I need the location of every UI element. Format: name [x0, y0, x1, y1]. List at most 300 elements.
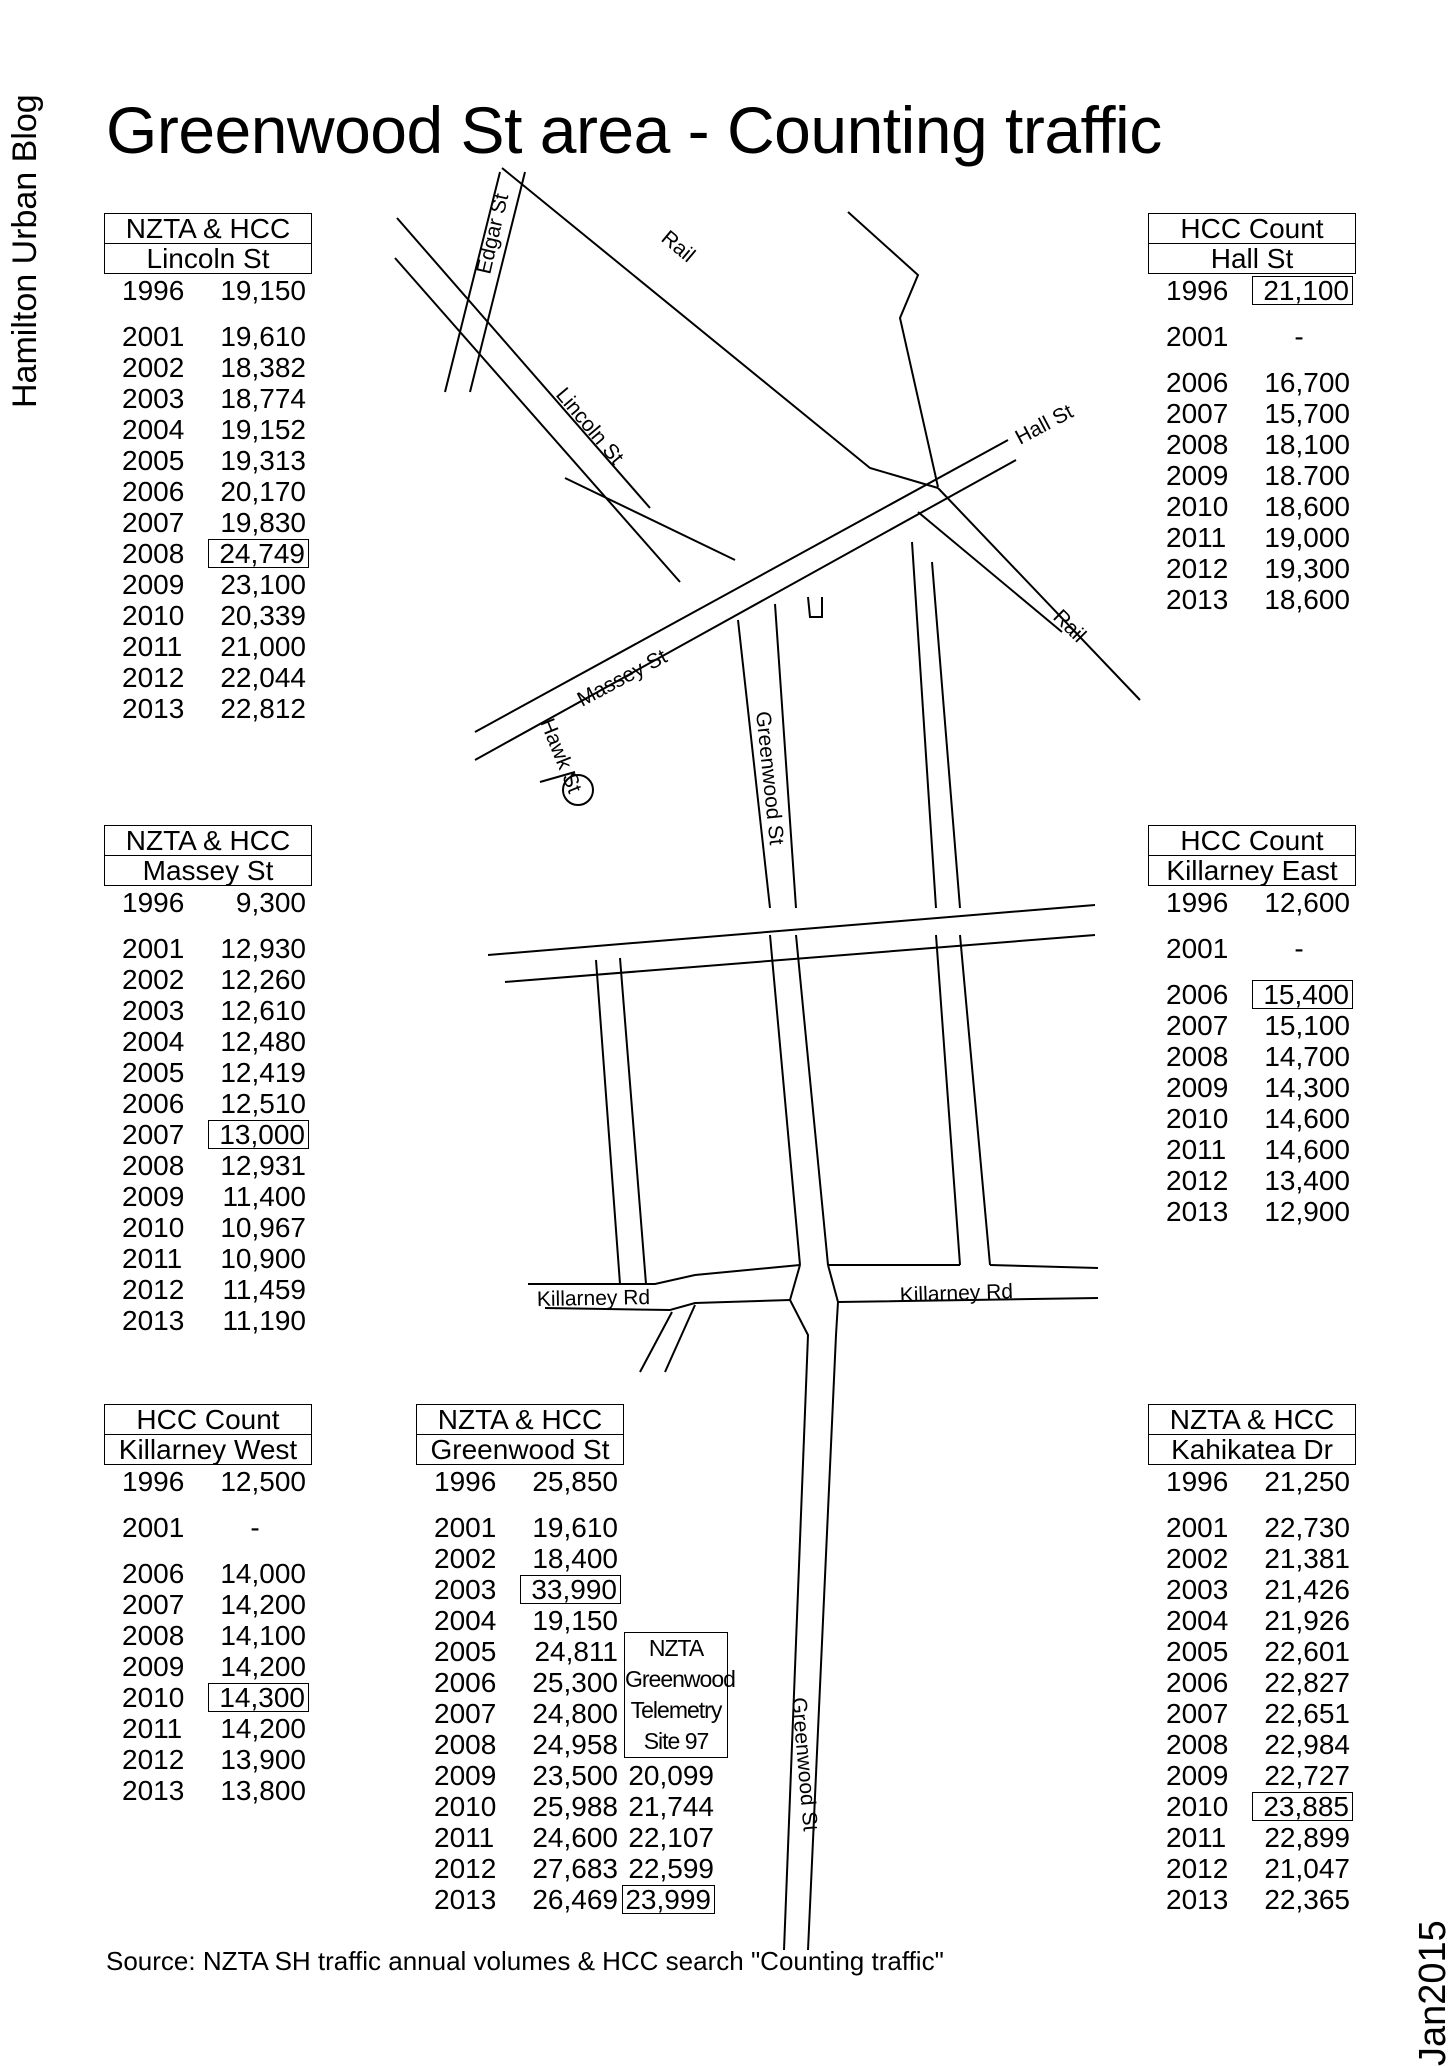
- table-row: [1148, 398, 1418, 429]
- table-row: [104, 352, 374, 383]
- year: 2002: [122, 352, 185, 383]
- count: 18,600: [1264, 584, 1350, 615]
- year: 2012: [122, 662, 185, 693]
- year: 2012: [1166, 1165, 1229, 1196]
- count: 12,610: [220, 995, 306, 1026]
- year: 2001: [1166, 1512, 1229, 1543]
- table-row: [104, 1589, 374, 1620]
- label-killarney-rd-west: Killarney Rd: [536, 1286, 651, 1311]
- count: 20,170: [220, 476, 306, 507]
- table-row: [104, 1212, 374, 1243]
- year: 2009: [1166, 460, 1229, 491]
- year: 2006: [1166, 367, 1229, 398]
- date-label-vertical: Jan2015: [1412, 1920, 1454, 2066]
- year: 2005: [122, 1057, 185, 1088]
- table-row: [104, 321, 374, 352]
- table-location: Lincoln St: [104, 244, 312, 274]
- year: 2003: [122, 383, 185, 414]
- count: 26,469: [532, 1884, 618, 1915]
- killarney-spur: [640, 1305, 695, 1372]
- year: 2012: [122, 1744, 185, 1775]
- count: 21,000: [220, 631, 306, 662]
- table-row: [104, 1026, 374, 1057]
- table-row: [104, 1620, 374, 1651]
- year: 2011: [434, 1822, 495, 1853]
- count-highlighted: 33,990: [520, 1575, 621, 1604]
- year: 2004: [122, 1026, 185, 1057]
- count: 19,610: [532, 1512, 618, 1543]
- count-highlighted: 13,000: [208, 1120, 309, 1149]
- west-road: [596, 958, 646, 1284]
- year: 2001: [122, 933, 185, 964]
- table-row: [1148, 1760, 1418, 1791]
- year: 2009: [122, 569, 185, 600]
- table-row: [1148, 1853, 1418, 1884]
- year: 1996: [122, 1466, 185, 1497]
- year: 2013: [1166, 1196, 1229, 1227]
- table-row: [104, 662, 374, 693]
- count: 19,150: [220, 275, 306, 306]
- count: 12,480: [220, 1026, 306, 1057]
- year: 2008: [434, 1729, 497, 1760]
- label-hall-st: Hall St: [1011, 400, 1077, 450]
- telemetry-count: 22,599: [628, 1853, 714, 1884]
- year: 1996: [1166, 887, 1229, 918]
- year: 2004: [1166, 1605, 1229, 1636]
- table-row: [104, 631, 374, 662]
- count-highlighted: 23,885: [1252, 1792, 1353, 1821]
- label-killarney-rd-east: Killarney Rd: [899, 1280, 1014, 1307]
- label-hawk-st: Hawk St: [535, 715, 586, 797]
- count: 12,500: [220, 1466, 306, 1497]
- year: 2013: [122, 693, 185, 724]
- count: 13,900: [220, 1744, 306, 1775]
- table-row: [1148, 1729, 1418, 1760]
- count: 21,250: [1264, 1466, 1350, 1497]
- count: 16,700: [1264, 367, 1350, 398]
- table-row: [1148, 584, 1418, 615]
- count-highlighted: 14,300: [208, 1683, 309, 1712]
- year: 2007: [122, 507, 185, 538]
- telemetry-line: NZTA: [648, 1635, 704, 1661]
- year: 2007: [122, 1119, 185, 1150]
- table-row: [1148, 1667, 1418, 1698]
- year: 2008: [122, 538, 185, 569]
- lincoln-st-road: [395, 218, 680, 582]
- count: 13,400: [1264, 1165, 1350, 1196]
- table-source: NZTA & HCC: [104, 825, 312, 856]
- table-row: [104, 1181, 374, 1212]
- table-row: [104, 1558, 374, 1589]
- count: 13,800: [220, 1775, 306, 1806]
- table-row: [1148, 1165, 1418, 1196]
- table-location: Killarney West: [104, 1435, 312, 1465]
- label-edgar-st: Edgar St: [472, 191, 514, 277]
- count: 12,900: [1264, 1196, 1350, 1227]
- table-row: [1148, 1072, 1418, 1103]
- count: 22,812: [220, 693, 306, 724]
- year: 2007: [1166, 398, 1229, 429]
- year: 2008: [122, 1620, 185, 1651]
- telemetry-site-label: [624, 1632, 735, 1758]
- table-row: [1148, 522, 1418, 553]
- table-source: HCC Count: [1148, 213, 1356, 244]
- greenwood-st-mid: [770, 935, 990, 1265]
- count: -: [250, 1512, 260, 1543]
- table-lincoln-st: [104, 213, 374, 724]
- year: 2011: [1166, 522, 1227, 553]
- year: 2010: [122, 1212, 185, 1243]
- table-row: [416, 1512, 736, 1543]
- table-row: [416, 1543, 736, 1574]
- year: 2013: [1166, 1884, 1229, 1915]
- count: 18,774: [220, 383, 306, 414]
- table-row: [104, 538, 374, 569]
- table-row: [1148, 1574, 1418, 1605]
- table-row: [104, 1744, 374, 1775]
- count: 18,600: [1264, 491, 1350, 522]
- telemetry-line: Greenwood: [625, 1666, 735, 1692]
- year: 2008: [122, 1150, 185, 1181]
- table-row: [1148, 1010, 1418, 1041]
- count: 24,958: [532, 1729, 618, 1760]
- year: 2008: [1166, 429, 1229, 460]
- table-row: [104, 1775, 374, 1806]
- count: 22,727: [1264, 1760, 1350, 1791]
- table-row: [416, 1574, 736, 1605]
- table-row: [1148, 460, 1418, 491]
- count: 22,601: [1264, 1636, 1350, 1667]
- year: 2001: [1166, 933, 1229, 964]
- count: 19,152: [220, 414, 306, 445]
- count: 19,150: [532, 1605, 618, 1636]
- table-row: [1148, 1134, 1418, 1165]
- count: 15,700: [1264, 398, 1350, 429]
- count: 22,899: [1264, 1822, 1350, 1853]
- table-source: NZTA & HCC: [104, 213, 312, 244]
- count: 18,400: [532, 1543, 618, 1574]
- table-row: [1148, 553, 1418, 584]
- year: 2006: [434, 1667, 497, 1698]
- table-kahikatea-dr: [1148, 1404, 1418, 1915]
- count: 19,830: [220, 507, 306, 538]
- year: 2007: [1166, 1010, 1229, 1041]
- greenwood-st-south: [784, 1265, 838, 1950]
- table-row: [104, 445, 374, 476]
- table-location: Massey St: [104, 856, 312, 886]
- table-hall-st: [1148, 213, 1418, 615]
- telemetry-line: Telemetry: [630, 1697, 722, 1723]
- year: 2012: [1166, 1853, 1229, 1884]
- year: 2013: [122, 1775, 185, 1806]
- count: 25,850: [532, 1466, 618, 1497]
- table-row: [1148, 1605, 1418, 1636]
- table-row: [416, 1853, 736, 1884]
- count: 10,967: [220, 1212, 306, 1243]
- year: 2013: [1166, 584, 1229, 615]
- count: 14,200: [220, 1589, 306, 1620]
- cross-street: [488, 905, 1095, 982]
- count: 14,300: [1264, 1072, 1350, 1103]
- year: 2012: [1166, 553, 1229, 584]
- count: 24,600: [532, 1822, 618, 1853]
- year: 1996: [434, 1466, 497, 1497]
- year: 2010: [122, 1682, 185, 1713]
- count: 19,610: [220, 321, 306, 352]
- year: 1996: [1166, 1466, 1229, 1497]
- year: 2003: [122, 995, 185, 1026]
- count-highlighted: 21,100: [1252, 276, 1353, 305]
- label-rail-north: Rail: [656, 226, 700, 268]
- table-row: [104, 964, 374, 995]
- table-row: [1148, 1543, 1418, 1574]
- year: 2002: [434, 1543, 497, 1574]
- table-row: [104, 1305, 374, 1336]
- year: 2003: [434, 1574, 497, 1605]
- year: 2003: [1166, 1574, 1229, 1605]
- table-rows: [1148, 275, 1418, 615]
- table-row: [104, 507, 374, 538]
- count: 18,100: [1264, 429, 1350, 460]
- count: 18,382: [220, 352, 306, 383]
- table-row: [1148, 367, 1418, 398]
- label-massey-st: Massey St: [573, 645, 671, 712]
- table-location: Hall St: [1148, 244, 1356, 274]
- count: 18.700: [1264, 460, 1350, 491]
- count: 11,400: [222, 1181, 306, 1212]
- count: 24,811: [534, 1636, 618, 1667]
- table-row: [1148, 1636, 1418, 1667]
- table-source: NZTA & HCC: [416, 1404, 624, 1435]
- count: 23,100: [220, 569, 306, 600]
- year: 2013: [434, 1884, 497, 1915]
- table-row: [104, 569, 374, 600]
- table-row: [104, 1119, 374, 1150]
- table-row: [104, 1150, 374, 1181]
- count: 22,827: [1264, 1667, 1350, 1698]
- table-row: [104, 995, 374, 1026]
- count: 12,260: [220, 964, 306, 995]
- count: 27,683: [532, 1853, 618, 1884]
- table-row: [416, 1822, 736, 1853]
- count: 11,190: [222, 1305, 306, 1336]
- telemetry-count: 20,099: [628, 1760, 714, 1791]
- table-row: [416, 1884, 736, 1915]
- year: 2006: [122, 476, 185, 507]
- table-row: [104, 1651, 374, 1682]
- table-row: [1148, 1466, 1418, 1497]
- year: 2009: [434, 1760, 497, 1791]
- year: 2013: [122, 1305, 185, 1336]
- year: 2002: [122, 964, 185, 995]
- year: 2004: [434, 1605, 497, 1636]
- year: 2006: [122, 1558, 185, 1589]
- table-row: [1148, 429, 1418, 460]
- count-highlighted: 24,749: [208, 539, 309, 568]
- year: 2001: [434, 1512, 497, 1543]
- table-row: [104, 600, 374, 631]
- table-row: [104, 1466, 374, 1497]
- year: 2009: [1166, 1760, 1229, 1791]
- table-row: [416, 1791, 736, 1822]
- year: 1996: [122, 887, 185, 918]
- count: 14,200: [220, 1713, 306, 1744]
- year: 2009: [122, 1181, 185, 1212]
- table-rows: [104, 887, 374, 1336]
- count: -: [1294, 933, 1304, 964]
- table-location: Killarney East: [1148, 856, 1356, 886]
- telemetry-count-highlighted: 23,999: [622, 1885, 715, 1914]
- year: 2010: [1166, 491, 1229, 522]
- count: 22,365: [1264, 1884, 1350, 1915]
- rail-spur: [808, 597, 822, 617]
- table-row: [104, 933, 374, 964]
- telemetry-count: 21,744: [628, 1791, 714, 1822]
- table-source: HCC Count: [104, 1404, 312, 1435]
- table-row: [1148, 933, 1418, 964]
- year: 2008: [1166, 1729, 1229, 1760]
- year: 2008: [1166, 1041, 1229, 1072]
- count: 19,313: [220, 445, 306, 476]
- telemetry-line: Site 97: [643, 1728, 709, 1754]
- count: 14,700: [1264, 1041, 1350, 1072]
- table-row: [1148, 1822, 1418, 1853]
- rail-line-north: [502, 168, 938, 488]
- count: 15,100: [1264, 1010, 1350, 1041]
- table-row: [1148, 1196, 1418, 1227]
- source-note: Source: NZTA SH traffic annual volumes & HCC search "Counting traffic": [106, 1946, 944, 1976]
- year: 2001: [122, 1512, 185, 1543]
- year: 2002: [1166, 1543, 1229, 1574]
- year: 2010: [434, 1791, 497, 1822]
- year: 2011: [122, 1243, 183, 1274]
- count: 10,900: [220, 1243, 306, 1274]
- table-source: NZTA & HCC: [1148, 1404, 1356, 1435]
- count: 14,200: [220, 1651, 306, 1682]
- count: 24,800: [532, 1698, 618, 1729]
- year: 2011: [1166, 1134, 1227, 1165]
- table-row: [1148, 1698, 1418, 1729]
- count: 21,426: [1264, 1574, 1350, 1605]
- count: 12,931: [220, 1150, 306, 1181]
- year: 1996: [1166, 275, 1229, 306]
- table-source: HCC Count: [1148, 825, 1356, 856]
- table-row: [104, 1057, 374, 1088]
- count-highlighted: 15,400: [1252, 980, 1353, 1009]
- table-row: [104, 1243, 374, 1274]
- table-rows: [1148, 1466, 1418, 1915]
- table-row: [1148, 1041, 1418, 1072]
- count: 22,651: [1264, 1698, 1350, 1729]
- count: 21,926: [1264, 1605, 1350, 1636]
- year: 2004: [122, 414, 185, 445]
- table-row: [104, 383, 374, 414]
- table-location: Kahikatea Dr: [1148, 1435, 1356, 1465]
- table-row: [1148, 1791, 1418, 1822]
- year: 2006: [1166, 1667, 1229, 1698]
- table-row: [1148, 491, 1418, 522]
- label-rail-east: Rail: [1048, 605, 1091, 648]
- table-row: [104, 1274, 374, 1305]
- table-row: [104, 476, 374, 507]
- year: 2007: [434, 1698, 497, 1729]
- count: 20,339: [220, 600, 306, 631]
- count: 25,300: [532, 1667, 618, 1698]
- count: 22,044: [220, 662, 306, 693]
- year: 2005: [122, 445, 185, 476]
- count: 19,000: [1264, 522, 1350, 553]
- count: 14,000: [220, 1558, 306, 1589]
- count: -: [1294, 321, 1304, 352]
- table-row: [1148, 1103, 1418, 1134]
- table-row: [104, 414, 374, 445]
- count: 21,381: [1264, 1543, 1350, 1574]
- table-row: [104, 887, 374, 918]
- table-row: [1148, 887, 1418, 918]
- table-row: [104, 1713, 374, 1744]
- year: 2011: [122, 1713, 183, 1744]
- label-greenwood-st-north: Greenwood St: [751, 710, 788, 847]
- count: 14,600: [1264, 1103, 1350, 1134]
- count: 22,730: [1264, 1512, 1350, 1543]
- year: 2010: [1166, 1103, 1229, 1134]
- blog-name-vertical: Hamilton Urban Blog: [6, 94, 44, 408]
- telemetry-count: 22,107: [628, 1822, 714, 1853]
- year: 2007: [1166, 1698, 1229, 1729]
- count: 12,930: [220, 933, 306, 964]
- year: 2012: [122, 1274, 185, 1305]
- count: 9,300: [235, 887, 306, 918]
- year: 2006: [1166, 979, 1229, 1010]
- count: 12,510: [220, 1088, 306, 1119]
- table-massey-st: [104, 825, 374, 1336]
- page-title: Greenwood St area - Counting traffic: [106, 93, 1162, 167]
- year: 2001: [122, 321, 185, 352]
- year: 2009: [122, 1651, 185, 1682]
- table-row: [1148, 321, 1418, 352]
- table-row: [104, 275, 374, 306]
- year: 2011: [122, 631, 183, 662]
- table-rows: [1148, 887, 1418, 1227]
- label-greenwood-st-south: Greenwood St: [787, 1696, 822, 1833]
- count: 23,500: [532, 1760, 618, 1791]
- count: 25,988: [532, 1791, 618, 1822]
- year: 2005: [1166, 1636, 1229, 1667]
- count: 21,047: [1264, 1853, 1350, 1884]
- label-lincoln-st: Lincoln St: [551, 383, 629, 469]
- year: 2006: [122, 1088, 185, 1119]
- table-row: [1148, 979, 1418, 1010]
- table-row: [416, 1760, 736, 1791]
- table-row: [416, 1466, 736, 1497]
- year: 2007: [122, 1589, 185, 1620]
- table-row: [104, 1682, 374, 1713]
- table-rows: [104, 275, 374, 724]
- table-killarney-east: [1148, 825, 1418, 1227]
- count: 12,419: [220, 1057, 306, 1088]
- count: 14,600: [1264, 1134, 1350, 1165]
- table-row: [1148, 275, 1418, 306]
- year: 2001: [1166, 321, 1229, 352]
- table-row: [1148, 1512, 1418, 1543]
- rail-line-southeast: [918, 488, 1140, 700]
- year: 1996: [122, 275, 185, 306]
- year: 2009: [1166, 1072, 1229, 1103]
- table-row: [1148, 1884, 1418, 1915]
- table-row: [104, 1512, 374, 1543]
- table-row: [104, 1088, 374, 1119]
- table-location: Greenwood St: [416, 1435, 624, 1465]
